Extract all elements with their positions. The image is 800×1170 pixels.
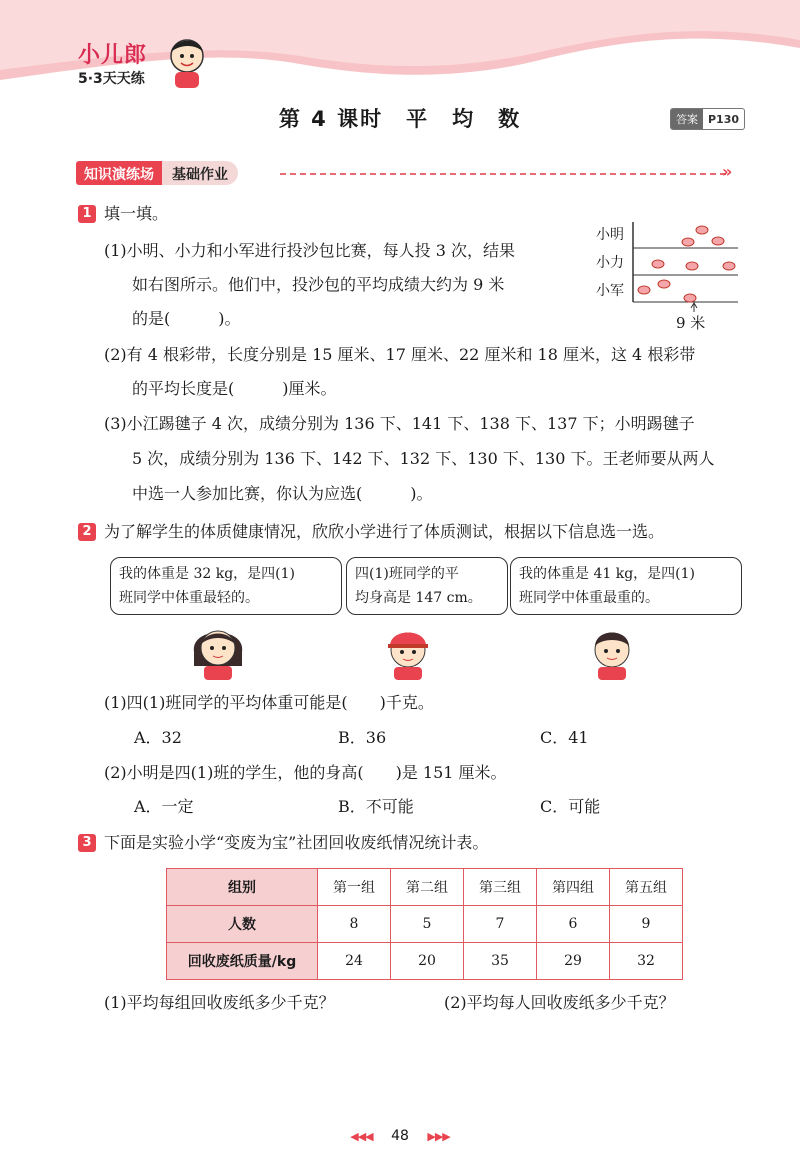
people-cell: 7 xyxy=(464,906,537,943)
section-tag xyxy=(76,161,238,185)
table-row-groups xyxy=(167,869,683,906)
group-cell: 第五组 xyxy=(610,869,683,906)
people-cell: 5 xyxy=(391,906,464,943)
q1-part2-line1: (2)有 4 根彩带，长度分别是 15 厘米、17 厘米、22 厘米和 18 厘米，这 4 根彩带 xyxy=(104,345,696,364)
answer-label: 答案 xyxy=(671,109,703,129)
mass-cell: 29 xyxy=(537,943,610,980)
bubble2-line2: 均身高是 147 cm。 xyxy=(355,590,482,606)
table-row-mass xyxy=(167,943,683,980)
group-cell: 第一组 xyxy=(318,869,391,906)
group-cell: 第四组 xyxy=(537,869,610,906)
people-cell: 9 xyxy=(610,906,683,943)
bubble2-line1: 四(1)班同学的平 xyxy=(355,566,459,582)
q2-sub2: (2)小明是四(1)班的学生，他的身高( )是 151 厘米。 xyxy=(104,763,507,782)
section-divider xyxy=(280,173,726,175)
q1-part3-line2: 5 次，成绩分别为 136 下、142 下、132 下、130 下、130 下。王老师要从两人 xyxy=(132,449,715,468)
bubble1-line1: 我的体重是 32 kg，是四(1) xyxy=(119,566,295,582)
q2-sub1-option-b: B．36 xyxy=(338,728,387,747)
mass-cell: 32 xyxy=(610,943,683,980)
brand-subtitle: 5·3天天练 xyxy=(78,71,145,87)
q1-part3-line1: (3)小江踢毽子 4 次，成绩分别为 136 下、141 下、138 下、137 下；小明踢毽子 xyxy=(104,414,695,433)
section-tag-main: 知识演练场 xyxy=(76,161,162,185)
people-cell: 6 xyxy=(537,906,610,943)
page-footer xyxy=(0,1128,800,1144)
girl-figure-icon xyxy=(186,618,250,680)
figure-label-xiaojun: 小军 xyxy=(596,283,624,299)
speech-bubble-lightest xyxy=(110,557,342,615)
boy-cap-figure-icon xyxy=(376,618,440,680)
question-number-1: 1 xyxy=(78,205,96,223)
figure-marker-9m: 9 米 xyxy=(676,314,706,332)
bubble1-line2: 班同学中体重最轻的。 xyxy=(119,590,259,606)
q2-sub2-option-c: C．可能 xyxy=(540,797,601,816)
speech-bubble-average-height xyxy=(346,557,508,615)
q1-part3-line3: 中选一人参加比赛，你认为应选( )。 xyxy=(132,484,433,503)
figure-label-xiaoli: 小力 xyxy=(596,255,624,271)
q2-sub1-option-c: C．41 xyxy=(540,728,589,747)
brand-logo xyxy=(64,34,214,94)
row-header-people: 人数 xyxy=(167,906,318,943)
mascot-icon xyxy=(162,34,212,90)
throw-dots-plot xyxy=(632,222,740,312)
bubble3-line1: 我的体重是 41 kg，是四(1) xyxy=(519,566,695,582)
q1-part1-line1: (1)小明、小力和小军进行投沙包比赛，每人投 3 次，结果 xyxy=(104,241,516,260)
q2-sub2-option-b: B．不可能 xyxy=(338,797,414,816)
row-header-groups: 组别 xyxy=(167,869,318,906)
row-header-mass: 回收废纸质量/kg xyxy=(167,943,318,980)
q1-part1-line3: 的是( )。 xyxy=(132,309,241,328)
mass-cell: 20 xyxy=(391,943,464,980)
q1-title: 填一填。 xyxy=(104,204,169,223)
left-arrows-icon: ◀◀◀ xyxy=(350,1130,373,1143)
q3-sub1: (1)平均每组回收废纸多少千克？ xyxy=(104,993,335,1012)
people-cell: 8 xyxy=(318,906,391,943)
figure-label-xiaoming: 小明 xyxy=(596,227,624,243)
throw-result-figure xyxy=(596,222,746,332)
bubble3-line2: 班同学中体重最重的。 xyxy=(519,590,659,606)
table-row-people xyxy=(167,906,683,943)
boy-figure-icon xyxy=(580,618,644,680)
q2-sub1-option-a: A．32 xyxy=(134,728,182,747)
page-number: 48 xyxy=(391,1128,409,1144)
right-arrows-icon: ▶▶▶ xyxy=(427,1130,450,1143)
question-number-3: 3 xyxy=(78,834,96,852)
brand-name: 小儿郎 xyxy=(78,43,148,68)
mass-cell: 24 xyxy=(318,943,391,980)
q3-sub2: (2)平均每人回收废纸多少千克？ xyxy=(444,993,675,1012)
answer-reference xyxy=(670,108,745,130)
q2-sub1: (1)四(1)班同学的平均体重可能是( )千克。 xyxy=(104,693,434,712)
answer-page: P130 xyxy=(708,112,740,126)
section-tag-sub: 基础作业 xyxy=(162,161,238,185)
q2-sub2-option-a: A．一定 xyxy=(134,797,194,816)
q3-title: 下面是实验小学“变废为宝”社团回收废纸情况统计表。 xyxy=(104,833,489,852)
mass-cell: 35 xyxy=(464,943,537,980)
q1-part1-line2: 如右图所示。他们中，投沙包的平均成绩大约为 9 米 xyxy=(132,275,505,294)
q1-part2-line2: 的平均长度是( )厘米。 xyxy=(132,379,337,398)
group-cell: 第三组 xyxy=(464,869,537,906)
paper-recycling-table xyxy=(166,868,683,980)
group-cell: 第二组 xyxy=(391,869,464,906)
double-chevron-icon: » xyxy=(722,162,733,181)
speech-bubble-heaviest xyxy=(510,557,742,615)
q2-title: 为了解学生的体质健康情况，欣欣小学进行了体质测试，根据以下信息选一选。 xyxy=(104,522,665,541)
lesson-title: 第 4 课时 平 均 数 xyxy=(278,107,522,131)
question-number-2: 2 xyxy=(78,523,96,541)
